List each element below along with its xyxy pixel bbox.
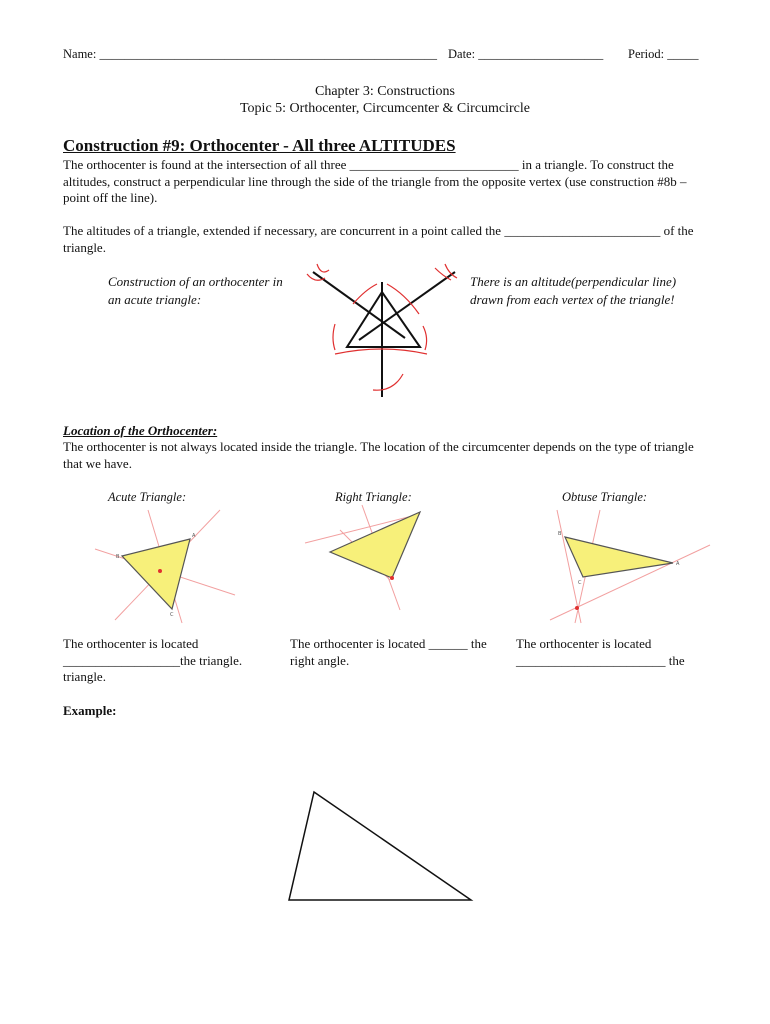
right-location-text: The orthocenter is located ______ the right angle. — [290, 636, 487, 668]
right-figure-caption: There is an altitude(perpendicular line) drawn from each vertex of the triangle! — [470, 274, 677, 307]
right-label: Right Triangle: — [335, 490, 412, 504]
orthocenter-point — [575, 606, 579, 610]
vertex-label-c: C — [170, 612, 174, 618]
right-triangle-figure — [300, 500, 440, 620]
obtuse-location-text: The orthocenter is located _______________________ the — [516, 636, 685, 668]
construction-arc — [353, 284, 377, 304]
left-figure-caption: Construction of an orthocenter in an acute triangle: — [108, 274, 283, 307]
construction-arc — [423, 326, 427, 350]
orthocenter-construction-figure — [295, 262, 475, 412]
acute-label: Acute Triangle: — [108, 490, 187, 504]
acute-triangle-figure — [90, 505, 240, 625]
example-triangle-figure — [280, 785, 480, 910]
construction-arc — [333, 324, 335, 350]
intro-paragraph: The orthocenter is found at the intersection of all three __________________________ in a triangle. To construct the altitudes, construct a perpendicular line through the side of the triangle from the opposite vertex (use construction #8b – point off the line). — [63, 157, 687, 205]
vertex-label-c: C — [578, 580, 582, 586]
acute-location-text: The orthocenter is located __________________the triangle. — [63, 636, 243, 668]
obtuse-triangle-figure — [545, 505, 715, 625]
name-field[interactable]: Name: ______________________________________________________ — [63, 47, 437, 61]
example-triangle — [289, 792, 471, 900]
location-heading: Location of the Orthocenter: — [63, 423, 218, 438]
orthocenter-point — [158, 569, 162, 573]
location-paragraph: The orthocenter is not always located inside the triangle. The location of the circumcenter depends on the type of triangle that we have. — [63, 439, 694, 471]
construction-arc — [317, 264, 329, 272]
topic-heading: Topic 5: Orthocenter, Circumcenter & Circumcircle — [239, 101, 530, 116]
vertex-label-a: A — [192, 533, 196, 539]
acute-location-extra: triangle. — [63, 669, 106, 684]
period-field[interactable]: Period: _____ — [628, 47, 699, 61]
orthocenter-point — [390, 576, 394, 580]
construction-title: Construction #9: Orthocenter - All three ALTITUDES — [63, 136, 456, 155]
construction-arc — [373, 374, 403, 390]
obtuse-label: Obtuse Triangle: — [562, 490, 648, 504]
construction-triangle — [347, 292, 420, 347]
vertex-label-b: B — [116, 554, 120, 560]
acute-triangle — [122, 539, 190, 609]
obtuse-triangle — [565, 537, 673, 577]
example-label: Example: — [63, 703, 117, 718]
date-field[interactable]: Date: ____________________ — [448, 47, 604, 61]
vertex-label-b: B — [558, 531, 562, 537]
right-triangle — [330, 512, 420, 578]
vertex-label-a: A — [676, 561, 680, 567]
chapter-heading: Chapter 3: Constructions — [315, 84, 455, 99]
concurrency-paragraph: The altitudes of a triangle, extended if necessary, are concurrent in a point called the ________________________ of the triangle. — [63, 223, 694, 255]
